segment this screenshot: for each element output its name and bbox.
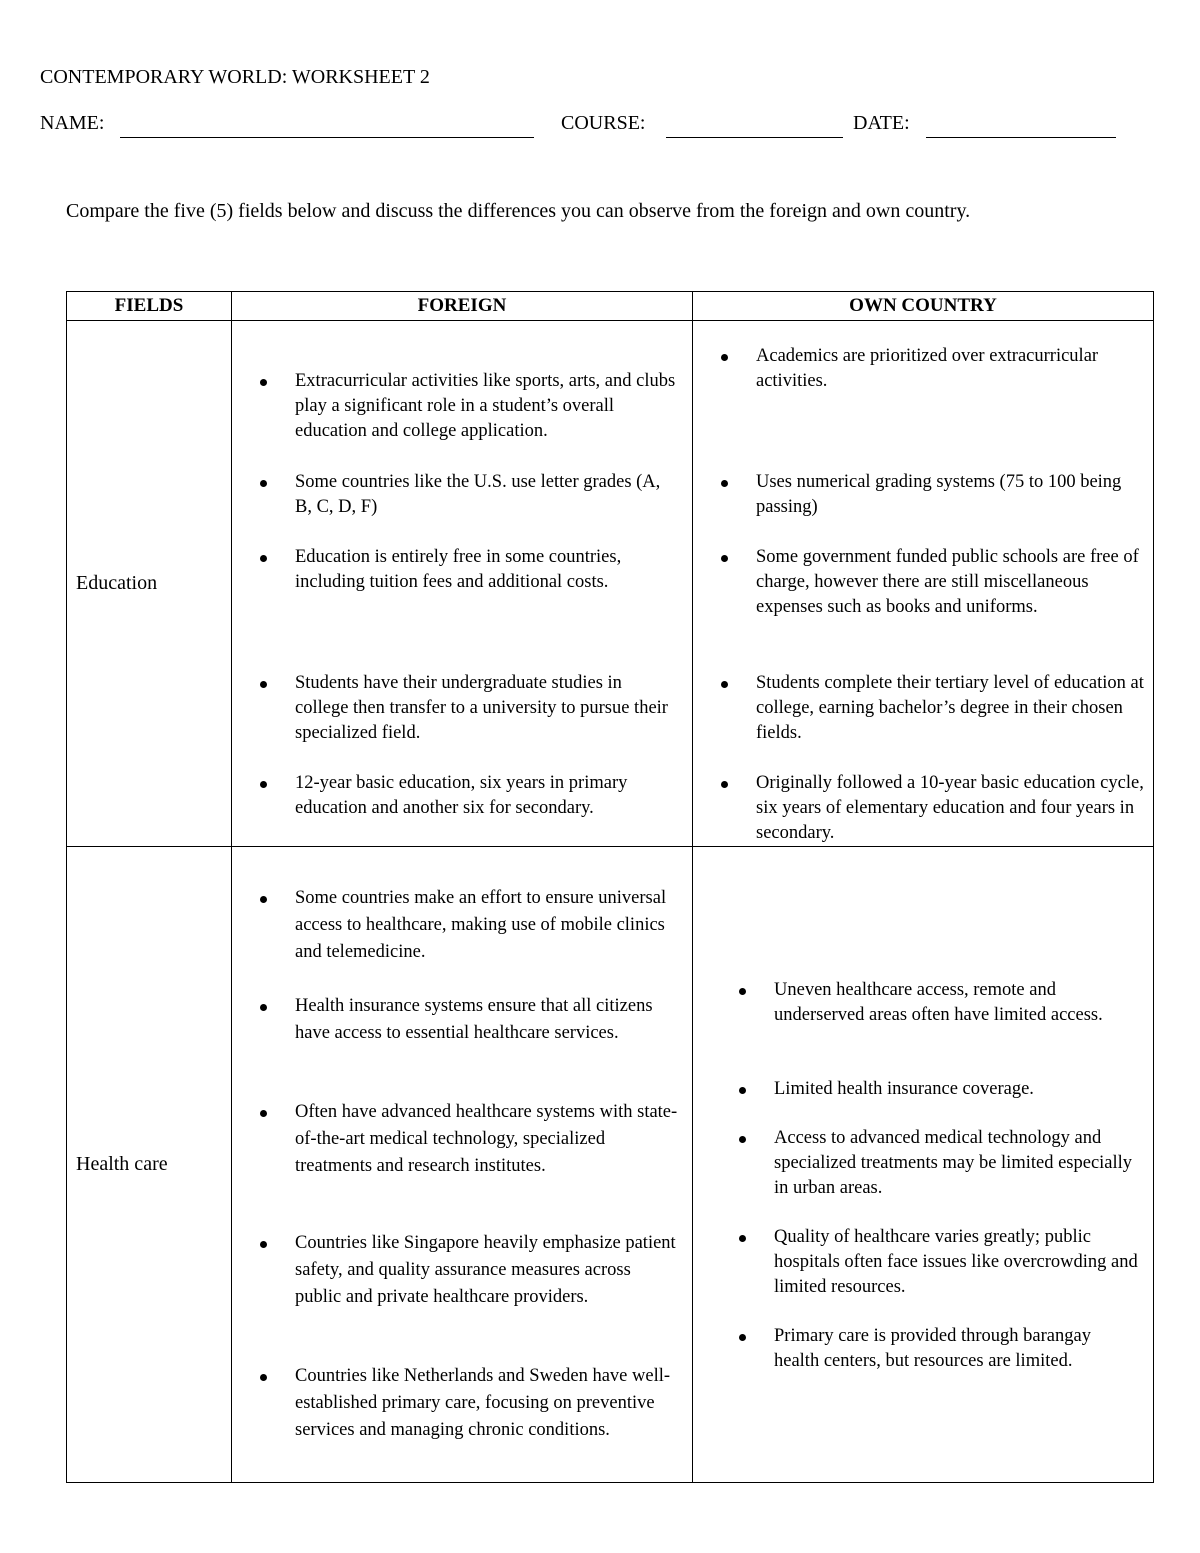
education-own-cell — [693, 321, 1154, 847]
table-row-education — [67, 321, 1154, 847]
list-item: Quality of healthcare varies greatly; public hospitals often face issues like overcrowding and limited resources. — [694, 1225, 1152, 1324]
list-item: Some countries like the U.S. use letter grades (A, B, C, D, F) — [233, 470, 691, 545]
comparison-table — [66, 291, 1154, 1483]
list-item: 12-year basic education, six years in primary education and another six for secondary. — [233, 771, 691, 821]
course-label: COURSE: — [561, 112, 646, 134]
list-item: Uses numerical grading systems (75 to 100 being passing) — [694, 470, 1152, 545]
table-header-row — [67, 292, 1154, 321]
list-item: Health insurance systems ensure that all citizens have access to essential healthcare services. — [233, 993, 691, 1099]
list-item: Limited health insurance coverage. — [694, 1077, 1152, 1126]
date-blank-line[interactable] — [926, 137, 1116, 138]
list-item: Primary care is provided through barangay health centers, but resources are limited. — [694, 1324, 1152, 1374]
list-item: Uneven healthcare access, remote and underserved areas often have limited access. — [694, 978, 1152, 1077]
list-item: Academics are prioritized over extracurricular activities. — [694, 344, 1152, 470]
field-education: Education — [67, 321, 232, 847]
list-item: Countries like Singapore heavily emphasize patient safety, and quality assurance measures across public and private healthcare providers. — [233, 1230, 691, 1363]
list-item: Students complete their tertiary level of education at college, earning bachelor’s degree in their chosen fields. — [694, 671, 1152, 771]
instructions-text: Compare the five (5) fields below and discuss the differences you can observe from the foreign and own country. — [66, 200, 971, 222]
list-item: Education is entirely free in some countries, including tuition fees and additional costs. — [233, 545, 691, 671]
header-own-country: OWN COUNTRY — [693, 292, 1154, 321]
course-blank-line[interactable] — [666, 137, 843, 138]
list-item: Some countries make an effort to ensure universal access to healthcare, making use of mobile clinics and telemedicine. — [233, 885, 691, 993]
worksheet-title: CONTEMPORARY WORLD: WORKSHEET 2 — [40, 66, 430, 88]
student-info-row — [40, 112, 1140, 142]
list-item: Access to advanced medical technology and specialized treatments may be limited especially in urban areas. — [694, 1126, 1152, 1225]
header-fields: FIELDS — [67, 292, 232, 321]
health-care-own-cell — [693, 847, 1154, 1483]
list-item: Students have their undergraduate studies in college then transfer to a university to pursue their specialized field. — [233, 671, 691, 771]
table-row-health-care — [67, 847, 1154, 1483]
name-label: NAME: — [40, 112, 105, 134]
list-item: Extracurricular activities like sports, arts, and clubs play a significant role in a student’s overall education and college application. — [233, 369, 691, 470]
list-item: Countries like Netherlands and Sweden have well-established primary care, focusing on preventive services and managing chronic conditions. — [233, 1363, 691, 1444]
name-blank-line[interactable] — [120, 137, 534, 138]
education-foreign-cell — [232, 321, 693, 847]
list-item: Originally followed a 10-year basic education cycle, six years of elementary education and four years in secondary. — [694, 771, 1152, 846]
list-item: Some government funded public schools are free of charge, however there are still miscellaneous expenses such as books and uniforms. — [694, 545, 1152, 671]
date-label: DATE: — [853, 112, 910, 134]
header-foreign: FOREIGN — [232, 292, 693, 321]
field-health-care: Health care — [67, 847, 232, 1483]
health-care-foreign-cell — [232, 847, 693, 1483]
list-item: Often have advanced healthcare systems with state-of-the-art medical technology, specialized treatments and research institutes. — [233, 1099, 691, 1230]
